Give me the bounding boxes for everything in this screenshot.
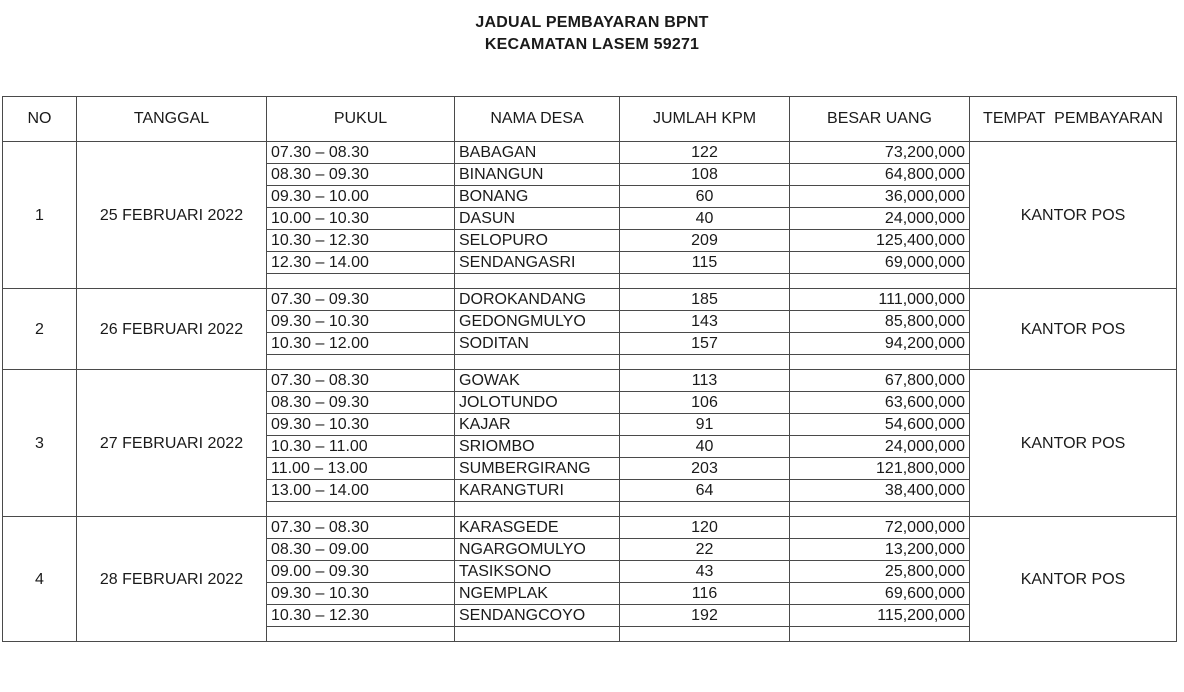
time-slot: 08.30 – 09.30 xyxy=(267,392,455,414)
column-header-pukul: PUKUL xyxy=(267,97,455,142)
time-slot: 09.00 – 09.30 xyxy=(267,561,455,583)
village-name: TASIKSONO xyxy=(455,561,620,583)
spacer-cell xyxy=(267,355,455,370)
table-row xyxy=(3,517,1177,539)
village-name: SODITAN xyxy=(455,333,620,355)
time-slot: 10.30 – 12.00 xyxy=(267,333,455,355)
payment-amount: 63,600,000 xyxy=(790,392,970,414)
kpm-count: 192 xyxy=(620,605,790,627)
column-header-besar-uang: BESAR UANG xyxy=(790,97,970,142)
kpm-count: 40 xyxy=(620,208,790,230)
time-slot: 12.30 – 14.00 xyxy=(267,252,455,274)
table-header-row xyxy=(3,97,1177,142)
spacer-cell xyxy=(455,274,620,289)
payment-amount: 115,200,000 xyxy=(790,605,970,627)
payment-amount: 54,600,000 xyxy=(790,414,970,436)
time-slot: 09.30 – 10.30 xyxy=(267,583,455,605)
row-number: 2 xyxy=(3,289,77,370)
table-row xyxy=(3,370,1177,392)
document-subtitle: KECAMATAN LASEM 59271 xyxy=(484,36,700,53)
kpm-count: 22 xyxy=(620,539,790,561)
kpm-count: 157 xyxy=(620,333,790,355)
kpm-count: 106 xyxy=(620,392,790,414)
village-name: BONANG xyxy=(455,186,620,208)
village-name: NGEMPLAK xyxy=(455,583,620,605)
payment-amount: 85,800,000 xyxy=(790,311,970,333)
spacer-cell xyxy=(267,274,455,289)
document-title: JADUAL PEMBAYARAN BPNT xyxy=(475,14,709,31)
village-name: SRIOMBO xyxy=(455,436,620,458)
village-name: KARANGTURI xyxy=(455,480,620,502)
payment-amount: 64,800,000 xyxy=(790,164,970,186)
spacer-cell xyxy=(455,355,620,370)
village-name: SENDANGASRI xyxy=(455,252,620,274)
table-row xyxy=(3,289,1177,311)
payment-place: KANTOR POS xyxy=(970,289,1177,370)
payment-place: KANTOR POS xyxy=(970,370,1177,517)
payment-amount: 13,200,000 xyxy=(790,539,970,561)
time-slot: 10.30 – 11.00 xyxy=(267,436,455,458)
payment-amount: 73,200,000 xyxy=(790,142,970,164)
village-name: JOLOTUNDO xyxy=(455,392,620,414)
column-header-jumlah-kpm: JUMLAH KPM xyxy=(620,97,790,142)
kpm-count: 113 xyxy=(620,370,790,392)
column-header-tempat-pembayaran: TEMPAT PEMBAYARAN xyxy=(970,97,1177,142)
row-number: 4 xyxy=(3,517,77,642)
kpm-count: 91 xyxy=(620,414,790,436)
time-slot: 08.30 – 09.30 xyxy=(267,164,455,186)
payment-amount: 36,000,000 xyxy=(790,186,970,208)
payment-amount: 24,000,000 xyxy=(790,208,970,230)
payment-amount: 24,000,000 xyxy=(790,436,970,458)
spacer-cell xyxy=(790,502,970,517)
time-slot: 13.00 – 14.00 xyxy=(267,480,455,502)
payment-place: KANTOR POS xyxy=(970,517,1177,642)
village-name: SELOPURO xyxy=(455,230,620,252)
village-name: NGARGOMULYO xyxy=(455,539,620,561)
row-number: 3 xyxy=(3,370,77,517)
time-slot: 08.30 – 09.00 xyxy=(267,539,455,561)
village-name: BINANGUN xyxy=(455,164,620,186)
table-body xyxy=(3,142,1177,642)
kpm-count: 203 xyxy=(620,458,790,480)
payment-date: 28 FEBRUARI 2022 xyxy=(77,517,267,642)
time-slot: 09.30 – 10.00 xyxy=(267,186,455,208)
spacer-cell xyxy=(620,627,790,642)
kpm-count: 209 xyxy=(620,230,790,252)
spacer-cell xyxy=(620,355,790,370)
column-header-nama-desa: NAMA DESA xyxy=(455,97,620,142)
spacer-cell xyxy=(455,627,620,642)
time-slot: 07.30 – 09.30 xyxy=(267,289,455,311)
time-slot: 07.30 – 08.30 xyxy=(267,370,455,392)
kpm-count: 43 xyxy=(620,561,790,583)
kpm-count: 116 xyxy=(620,583,790,605)
row-number: 1 xyxy=(3,142,77,289)
time-slot: 10.00 – 10.30 xyxy=(267,208,455,230)
village-name: SUMBERGIRANG xyxy=(455,458,620,480)
spacer-cell xyxy=(267,502,455,517)
time-slot: 07.30 – 08.30 xyxy=(267,517,455,539)
kpm-count: 120 xyxy=(620,517,790,539)
payment-amount: 25,800,000 xyxy=(790,561,970,583)
spacer-cell xyxy=(620,274,790,289)
payment-date: 25 FEBRUARI 2022 xyxy=(77,142,267,289)
column-header-no: NO xyxy=(3,97,77,142)
payment-amount: 72,000,000 xyxy=(790,517,970,539)
time-slot: 11.00 – 13.00 xyxy=(267,458,455,480)
kpm-count: 185 xyxy=(620,289,790,311)
spacer-cell xyxy=(790,627,970,642)
payment-amount: 111,000,000 xyxy=(790,289,970,311)
village-name: DOROKANDANG xyxy=(455,289,620,311)
village-name: DASUN xyxy=(455,208,620,230)
payment-amount: 94,200,000 xyxy=(790,333,970,355)
table-row xyxy=(3,142,1177,164)
village-name: GEDONGMULYO xyxy=(455,311,620,333)
payment-date: 27 FEBRUARI 2022 xyxy=(77,370,267,517)
kpm-count: 108 xyxy=(620,164,790,186)
payment-amount: 67,800,000 xyxy=(790,370,970,392)
time-slot: 10.30 – 12.30 xyxy=(267,230,455,252)
village-name: KARASGEDE xyxy=(455,517,620,539)
payment-schedule-table xyxy=(2,96,1177,642)
payment-amount: 38,400,000 xyxy=(790,480,970,502)
kpm-count: 60 xyxy=(620,186,790,208)
column-header-tanggal: TANGGAL xyxy=(77,97,267,142)
kpm-count: 143 xyxy=(620,311,790,333)
payment-place: KANTOR POS xyxy=(970,142,1177,289)
spacer-cell xyxy=(620,502,790,517)
payment-amount: 69,000,000 xyxy=(790,252,970,274)
payment-amount: 69,600,000 xyxy=(790,583,970,605)
kpm-count: 115 xyxy=(620,252,790,274)
document-header xyxy=(0,12,1184,56)
spacer-cell xyxy=(267,627,455,642)
village-name: BABAGAN xyxy=(455,142,620,164)
payment-amount: 121,800,000 xyxy=(790,458,970,480)
village-name: SENDANGCOYO xyxy=(455,605,620,627)
kpm-count: 40 xyxy=(620,436,790,458)
village-name: KAJAR xyxy=(455,414,620,436)
village-name: GOWAK xyxy=(455,370,620,392)
time-slot: 10.30 – 12.30 xyxy=(267,605,455,627)
time-slot: 09.30 – 10.30 xyxy=(267,311,455,333)
time-slot: 07.30 – 08.30 xyxy=(267,142,455,164)
kpm-count: 122 xyxy=(620,142,790,164)
spacer-cell xyxy=(790,274,970,289)
kpm-count: 64 xyxy=(620,480,790,502)
payment-date: 26 FEBRUARI 2022 xyxy=(77,289,267,370)
spacer-cell xyxy=(790,355,970,370)
time-slot: 09.30 – 10.30 xyxy=(267,414,455,436)
payment-amount: 125,400,000 xyxy=(790,230,970,252)
spacer-cell xyxy=(455,502,620,517)
